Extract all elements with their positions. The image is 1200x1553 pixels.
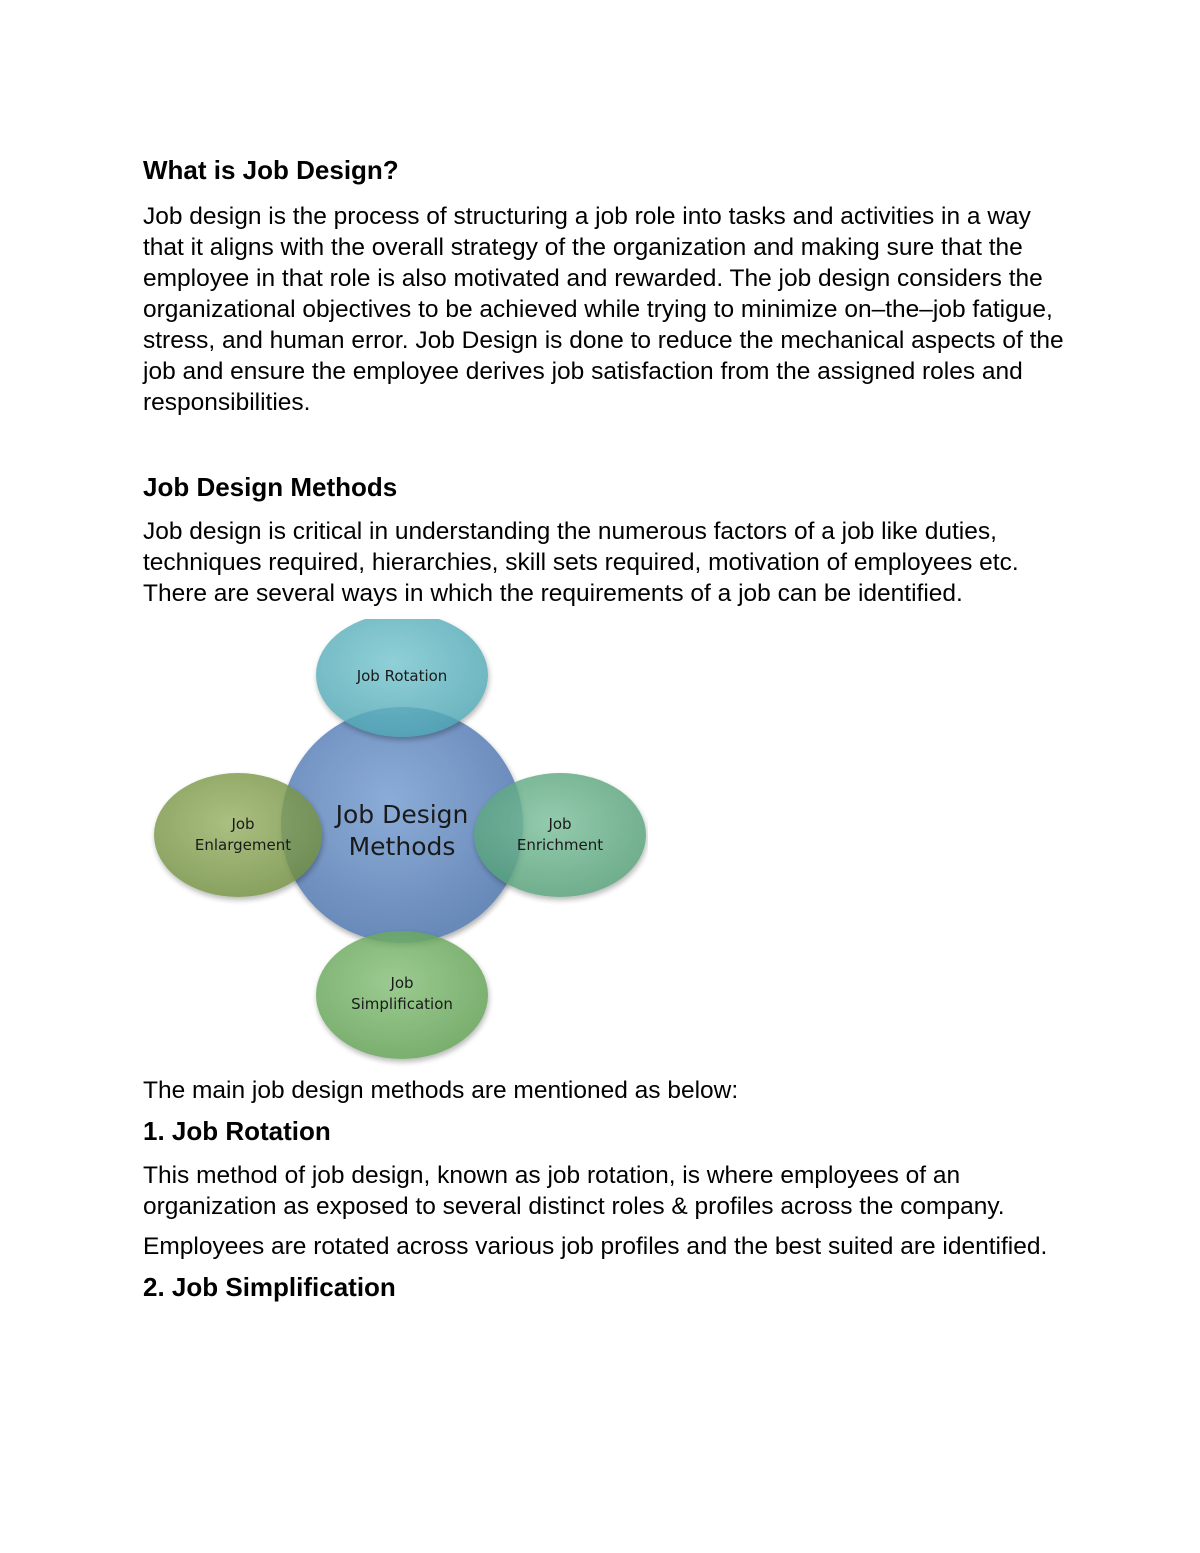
heading-job-design-methods: Job Design Methods (143, 472, 398, 502)
left-label-line2: Enlargement (194, 836, 292, 854)
heading-job-simplification: 2. Job Simplification (143, 1272, 396, 1302)
heading-job-rotation: 1. Job Rotation (143, 1116, 331, 1146)
document-content (143, 153, 1073, 1316)
job-design-methods-diagram (148, 619, 648, 1069)
center-label-line1: Job Design (335, 800, 469, 829)
bottom-label-line2: Simplification (351, 995, 453, 1013)
center-label-line2: Methods (348, 832, 456, 861)
right-label-line1: Job (548, 815, 572, 833)
top-label: Job Rotation (356, 667, 448, 685)
bottom-label-line1: Job (390, 974, 414, 992)
paragraph-job-design-methods-intro: Job design is critical in understanding the numerous factors of a job like duties, techniques required, hierarchies, skill sets required, motivation of employees etc. There are several ways in which the requirements of a job can be identified. (143, 518, 1019, 607)
paragraph-methods-intro-line: The main job design methods are mentioned as below: (143, 1077, 739, 1104)
paragraph-job-design-definition: Job design is the process of structuring a job role into tasks and activities in a way that it aligns with the overall strategy of the organization and making sure that the employee in that role is also motivated and rewarded. The job design considers the organizational objectives to be achieved while trying to minimize on–the–job fatigue, stress, and human error. Job Design is done to reduce the mechanical aspects of the job and ensure the employee derives job satisfaction from the assigned roles and responsibilities. (143, 203, 1064, 416)
left-label-line1: Job (231, 815, 255, 833)
left-circle-shape (154, 773, 322, 897)
right-label-line2: Enrichment (516, 836, 604, 854)
right-circle-shape (474, 773, 646, 897)
heading-what-is-job-design: What is Job Design? (143, 155, 399, 185)
paragraph-job-rotation-2: Employees are rotated across various job profiles and the best suited are identified. (143, 1233, 1048, 1260)
paragraph-job-rotation-1: This method of job design, known as job rotation, is where employees of an organization as exposed to several distinct roles & profiles across the company. (143, 1162, 1005, 1220)
